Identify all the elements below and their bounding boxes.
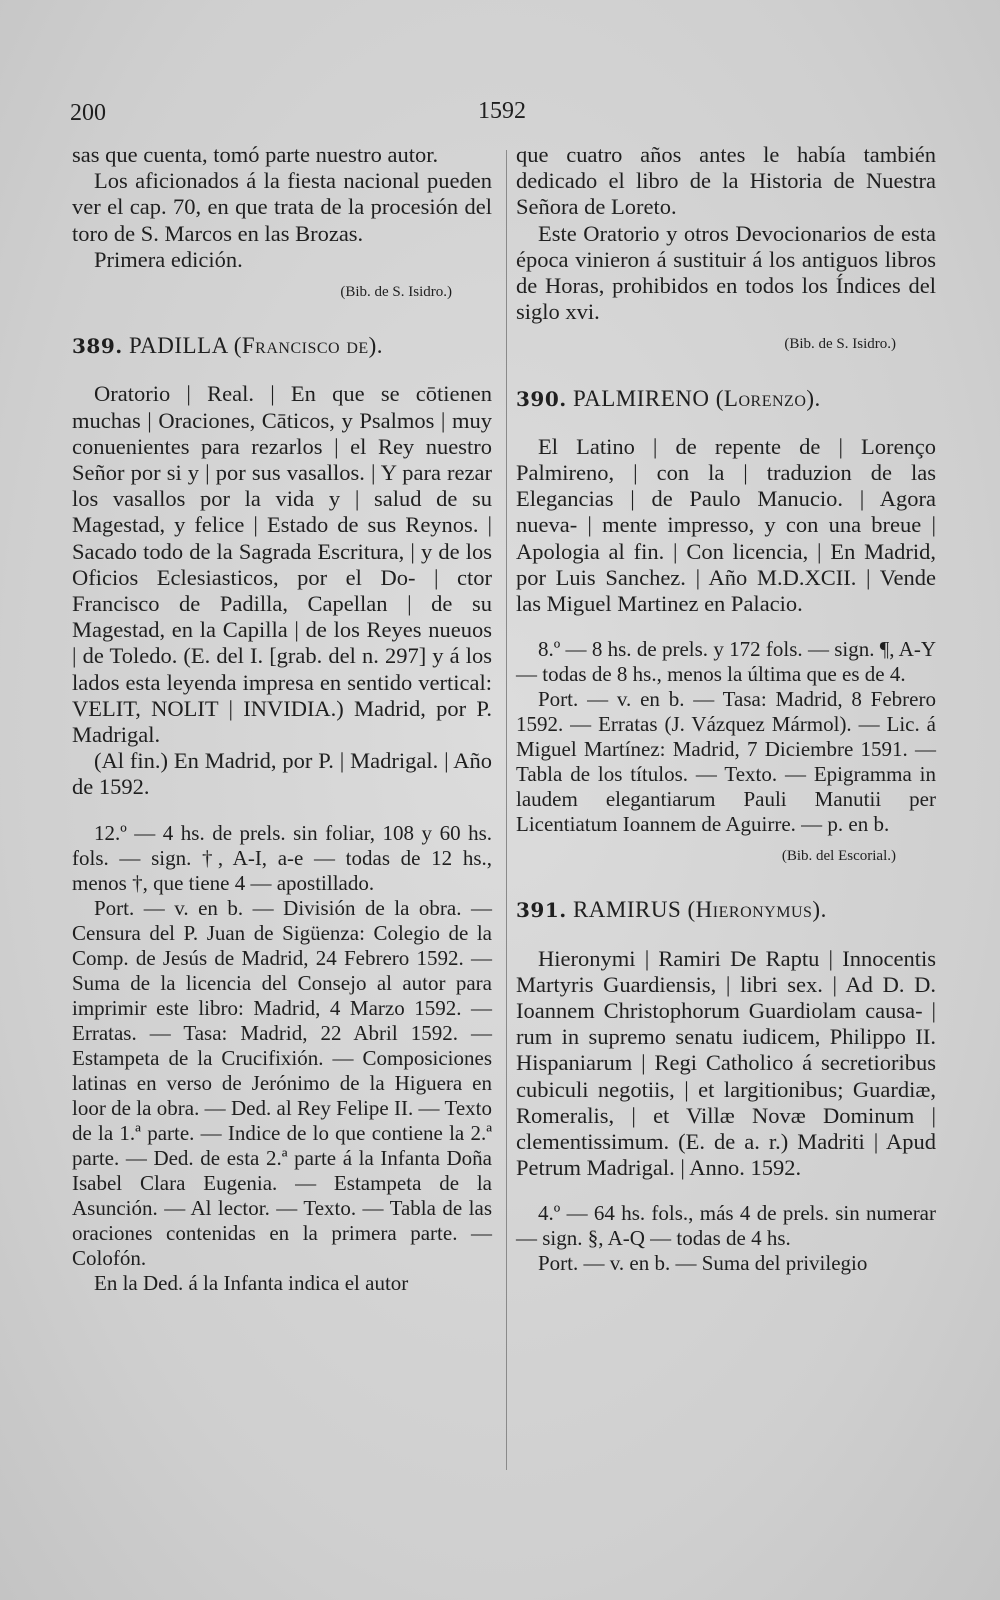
entry-colophon: (Al fin.) En Madrid, por P. | Madrigal. | Año de 1592. — [72, 748, 492, 800]
spacer — [72, 801, 492, 821]
right-column — [516, 142, 936, 1276]
entry-note-start: En la Ded. á la Infanta indica el autor — [94, 1270, 409, 1295]
continuation-text: que cuatro años antes le había también dedicado el libro de la Historia de Nuestra Señora de Loreto. — [516, 142, 936, 220]
entry-heading-391 — [516, 897, 936, 923]
entry-author: PADILLA (Francisco de). — [128, 333, 384, 359]
source-reference: (Bib. de S. Isidro.) — [340, 284, 452, 301]
page-number: 200 — [70, 100, 106, 126]
oratorio-note: Este Oratorio y otros Devocionarios de esta época vinieron á sustituir á los antiguos libros de Horas, prohibidos en todos los Índices del siglo xvi. — [516, 220, 936, 325]
entry-notes — [516, 1201, 936, 1276]
entry-heading-389 — [72, 333, 492, 359]
entry-description: 12.º — 4 hs. de prels. sin foliar, 108 y 60 hs. fols. — sign. †, A-I, a-e — todas de 12 hs., menos †, que tiene 4 — apostillado. — [72, 820, 492, 895]
entry-title: El Latino | de repente de | Lorenço Palmireno, | con la | traduzion de las Elegancias | de Paulo Manucio. | Agora nueva- | mente impresso, y con una breue | Apologia al fin. | Con licencia, | En Madrid, por Luis Sanchez. | Año M.D.XCII. | Vende las Miguel Martinez en Palacio. — [516, 433, 936, 617]
entry-description: 8.º — 8 hs. de prels. y 172 fols. — sign. ¶, A-Y — todas de 8 hs., menos la última que es de 4. — [516, 637, 936, 687]
entry-title: Hieronymi | Ramiri De Raptu | Innocentis Martyris Guardiensis, | libri sex. | Ad D. D. Ioannem Christophorum Guardiolam causa- | rum in supremo senatu iudicem, Philippo II. Hispaniarum | Regi Catholico á secretioribus cubiculi negotiis, | et largitionibus; Guardiæ, Romeralis, | et Villæ Novæ Dominum | clementissimum. (E. de a. r.) Madriti | Apud Petrum Madrigal. | Anno. 1592. — [516, 945, 936, 1181]
entry-notes — [516, 637, 936, 837]
running-head-year: 1592 — [478, 98, 526, 124]
entry-contents: Port. — v. en b. — División de la obra. — Censura del P. Juan de Sigüenza: Colegio de la Comp. de Jesús de Madrid, 24 Febrero 1592. — Suma de la licencia del Consejo al autor para imprimir este libro: Madrid, 4 Marzo 1592. — Erratas. — Tasa: Madrid, 22 Abril 1592. — Estampeta de la Crucifixión. — Composiciones latinas en verso de Jerónimo de la Higuera en loor de la obra. — Ded. al Rey Felipe II. — Texto de la 1.ª parte. — Indice de lo que contiene la 2.ª parte. — Ded. de esta 2.ª parte á la Infanta Doña Isabel Clara Eugenia. — Estampeta de la Asunción. — Al lector. — Texto. — Tabla de las oraciones contenidas en la primera parte. — Colofón. — [72, 895, 492, 1270]
continuation-text: sas que cuenta, tomó parte nuestro autor. — [72, 142, 439, 167]
source-reference: (Bib. de S. Isidro.) — [784, 336, 896, 353]
continuation-text-2: Los aficionados á la fiesta nacional pueden ver el cap. 70, en que trata de la procesión del toro de S. Marcos en las Brozas. — [72, 168, 492, 246]
entry-number: 390. — [516, 386, 567, 411]
entry-author: PALMIRENO (Lorenzo). — [572, 385, 821, 411]
source-reference: (Bib. del Escorial.) — [781, 848, 896, 865]
entry-number: 389. — [72, 334, 123, 359]
entry-contents-start: Port. — v. en b. — Suma del privilegio — [538, 1251, 868, 1276]
entry-number: 391. — [516, 898, 567, 923]
edition-note: Primera edición. — [94, 246, 243, 272]
spacer — [516, 617, 936, 637]
entry-contents: Port. — v. en b. — Tasa: Madrid, 8 Febrero 1592. — Erratas (J. Vázquez Mármol). — Lic. á Miguel Martínez: Madrid, 7 Diciembre 1591. — Tabla de los títulos. — Texto. — Epigramma in laudem elegantiarum Pauli Manutii per Licentiatum Ioannem de Aguirre. — p. en b. — [516, 687, 936, 837]
entry-description: 4.º — 64 hs. fols., más 4 de prels. sin numerar — sign. §, A-Q — todas de 4 hs. — [516, 1201, 936, 1251]
left-column — [72, 142, 492, 1296]
entry-notes — [72, 821, 492, 1296]
entry-heading-390 — [516, 386, 936, 412]
entry-title: Oratorio | Real. | En que se cōtienen muchas | Oraciones, Cāticos, y Psalmos | muy conuenientes para rezarlos | el Rey nuestro Señor por si y | por sus vasallos. | Y para rezar los vasallos por la vida y | salud de su Magestad, y felice | Estado de sus Reynos. | Sacado todo de la Sagrada Escritura, | y de los Oficios Eclesiasticos, por el Do- | ctor Francisco de Padilla, Capellan | de su Magestad, en la Capilla | de los Reyes nueuos | de Toledo. (E. del I. [grab. del n. 297] y á los lados esta leyenda impresa en sentido vertical: VELIT, NOLIT | INVIDIA.) Madrid, por P. Madrigal. — [72, 381, 492, 748]
entry-author: RAMIRUS (Hieronymus). — [572, 897, 827, 923]
column-divider — [506, 150, 507, 1470]
spacer — [516, 1181, 936, 1201]
